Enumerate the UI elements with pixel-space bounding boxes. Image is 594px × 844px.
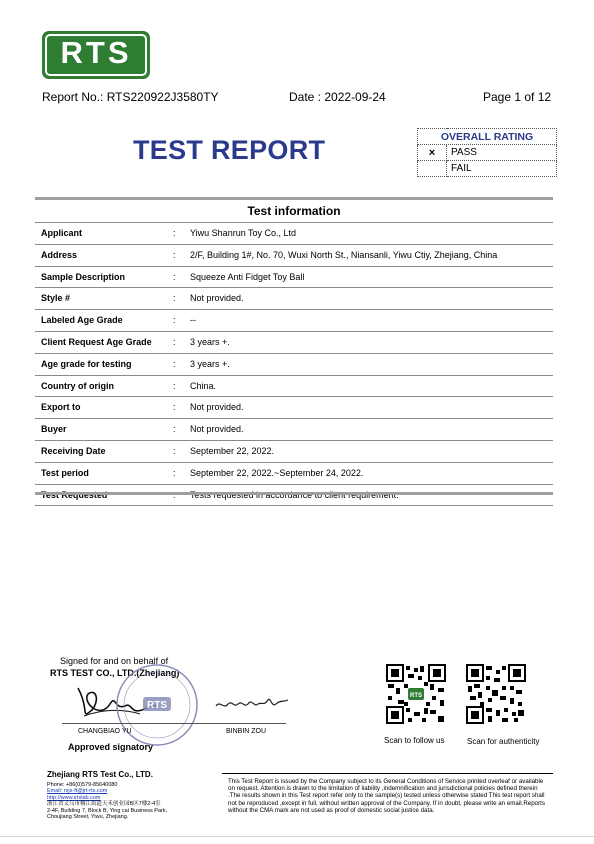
disclaimer-text: This Test Report is issued by the Company subject to its General Conditions of Service printed overleaf or available on request. Attention is drawn to the limitation of liability ,indemnification and jurisdictional policies defined therein .The results shown in this Test report refer only to the sample(s) tested unless otherwise stated This test report shall not be reproduced ,except in full, without written approval of the Company. If in doubt, please write an email.Reports without the CMA mark are not used as proof of domestic social justice data. — [228, 778, 545, 814]
info-label: Receiving Date — [41, 445, 106, 456]
info-colon: : — [173, 249, 176, 260]
overall-rating-table — [417, 128, 557, 177]
fail-label: FAIL — [447, 161, 557, 177]
report-date: Date : 2022-09-24 — [289, 90, 386, 104]
info-row — [35, 463, 553, 485]
info-label: Applicant — [41, 228, 83, 238]
info-colon: : — [173, 358, 176, 369]
info-label: Age grade for testing — [41, 358, 132, 369]
info-colon: : — [173, 228, 176, 238]
pass-label: PASS — [447, 145, 557, 161]
footer-address-1: 2-4F, Building 7, Block B, Ying cai Business Park, — [47, 807, 168, 814]
info-row — [35, 267, 553, 289]
info-value: Not provided. — [190, 293, 244, 304]
fail-mark — [418, 161, 447, 177]
test-info-title: Test information — [247, 204, 341, 218]
rating-header: OVERALL RATING — [418, 129, 557, 145]
page-number: Page 1 of 12 — [483, 90, 552, 104]
info-label: Export to — [41, 402, 81, 413]
info-value: -- — [190, 315, 196, 326]
info-value: Not provided. — [190, 424, 244, 435]
rating-row-fail — [418, 161, 557, 177]
info-row — [35, 288, 553, 310]
info-colon: : — [173, 380, 176, 391]
footer-website[interactable]: http://www.irtslab.com — [47, 794, 101, 801]
info-value: Yiwu Shanrun Toy Co., Ltd — [190, 228, 297, 238]
info-label: Test period — [41, 467, 89, 478]
signature-binbin-zou — [212, 690, 292, 716]
info-colon: : — [173, 445, 176, 456]
info-label: Style # — [41, 293, 71, 304]
section-bottom-rule — [35, 492, 553, 495]
signed-for-text: Signed for and on behalf of — [60, 656, 169, 666]
info-row — [35, 332, 553, 354]
signing-company: RTS TEST CO., LTD.(Zhejiang) — [50, 668, 180, 678]
info-colon: : — [173, 336, 176, 347]
footer-cn-address: 浙江省义乌市稠江街道天禾创业园B区7楼2-4室 — [47, 801, 161, 808]
approved-signatory: Approved signatory — [68, 742, 154, 752]
logo-text: RTS — [60, 35, 132, 70]
scan-authenticity-label: Scan for authenticity — [467, 737, 540, 746]
info-row — [35, 245, 553, 267]
info-label: Labeled Age Grade — [41, 315, 123, 326]
info-colon: : — [173, 293, 176, 304]
company-seal — [112, 660, 202, 750]
rating-row-pass — [418, 145, 557, 161]
info-value: 2/F, Building 1#, No. 70, Wuxi North St., Niansanli, Yiwu Ctiy, Zhejiang, China — [190, 249, 498, 260]
footer-contact — [47, 782, 167, 820]
test-info-table — [35, 222, 553, 506]
info-row — [35, 354, 553, 376]
footer-company: Zhejiang RTS Test Co., LTD. — [47, 770, 153, 779]
signer-name-1: CHANGBIAO YU — [78, 728, 132, 735]
scan-follow-label: Scan to follow us — [384, 736, 445, 745]
info-row — [35, 310, 553, 332]
info-value: Not provided. — [190, 402, 244, 413]
signature-line — [62, 723, 286, 724]
footer-email[interactable]: Email: rsjs-ft@jrt-rts.com — [47, 788, 108, 795]
info-colon: : — [173, 315, 176, 326]
info-label: Buyer — [41, 424, 67, 435]
info-label: Country of origin — [41, 380, 114, 391]
info-row — [35, 419, 553, 441]
pass-mark: × — [418, 145, 447, 161]
footer-address-2: Choujiang Street, Yiwu, Zhejiang. — [47, 814, 129, 821]
info-row — [35, 485, 553, 507]
info-colon: : — [173, 402, 176, 413]
qr-authenticity-icon[interactable] — [466, 664, 526, 724]
info-row — [35, 376, 553, 398]
info-colon: : — [173, 424, 176, 435]
rts-logo — [42, 31, 150, 79]
report-number: Report No.: RTS220922J3580TY — [42, 90, 219, 104]
footer-phone: Phone: +86(0)579-85640080 — [47, 782, 118, 788]
seal-text: RTS — [147, 700, 167, 711]
info-label: Client Request Age Grade — [41, 336, 152, 347]
info-row — [35, 222, 553, 245]
signer-name-2: BINBIN ZOU — [226, 728, 267, 735]
info-value: September 22, 2022.~September 24, 2022. — [190, 467, 364, 478]
info-value: 3 years +. — [190, 336, 230, 347]
info-row — [35, 441, 553, 463]
info-label: Sample Description — [41, 271, 126, 282]
info-value: Squeeze Anti Fidget Toy Ball — [190, 271, 305, 282]
page-title: TEST REPORT — [133, 135, 326, 165]
info-colon: : — [173, 271, 176, 282]
info-value: China. — [190, 380, 217, 391]
qr-badge: RTS — [410, 693, 422, 699]
page-bottom-rule — [0, 836, 594, 837]
info-value: 3 years +. — [190, 358, 230, 369]
info-row — [35, 397, 553, 419]
qr-follow-icon[interactable] — [386, 664, 446, 724]
info-label: Address — [41, 249, 78, 260]
info-colon: : — [173, 467, 176, 478]
section-top-rule — [35, 197, 553, 200]
info-value: September 22, 2022. — [190, 445, 275, 456]
